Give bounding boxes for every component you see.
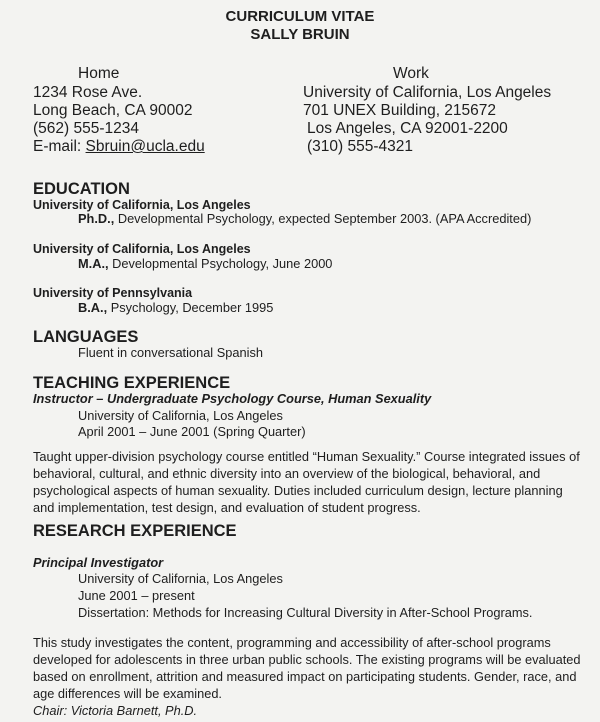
teaching-institution: University of California, Los Angeles	[78, 408, 283, 423]
email-label: E-mail:	[33, 138, 82, 155]
document-title: CURRICULUM VITAE	[225, 8, 375, 25]
research-description-line: This study investigates the content, programming and accessibility of after-school programs	[33, 635, 551, 650]
email-link[interactable]: Sbruin@ucla.edu	[85, 138, 205, 155]
research-heading: RESEARCH EXPERIENCE	[33, 522, 237, 540]
teaching-dates: April 2001 – June 2001 (Spring Quarter)	[78, 424, 306, 439]
teaching-description-line: Taught upper-division psychology course entitled “Human Sexuality.” Course integrated issues of	[33, 449, 580, 464]
research-description-line: developed for adolescents in three urban public schools. The existing programs will be evaluated	[33, 652, 581, 667]
teaching-heading: TEACHING EXPERIENCE	[33, 374, 231, 392]
work-label: Work	[393, 65, 429, 82]
research-institution: University of California, Los Angeles	[78, 571, 283, 586]
school: University of California, Los Angeles	[33, 198, 251, 212]
degree-line	[78, 258, 332, 271]
candidate-name: SALLY BRUIN	[250, 26, 350, 43]
research-description-line: age differences will be examined.	[33, 686, 222, 701]
email-line	[33, 139, 205, 155]
work-institution: University of California, Los Angeles	[303, 84, 552, 101]
degree: Ph.D.,	[78, 211, 115, 226]
school: University of Pennsylvania	[33, 286, 193, 300]
teaching-description-line: and implementation, test design, and evaluation of student progress.	[33, 500, 421, 515]
work-city: Los Angeles, CA 92001-2200	[307, 120, 508, 137]
languages-heading: LANGUAGES	[33, 328, 139, 346]
degree-line	[78, 302, 273, 315]
school: University of California, Los Angeles	[33, 242, 251, 256]
education-heading: EDUCATION	[33, 180, 130, 198]
dissertation: Dissertation: Methods for Increasing Cultural Diversity in After-School Programs.	[78, 605, 533, 620]
degree-detail: Developmental Psychology, June 2000	[108, 256, 333, 271]
research-dates: June 2001 – present	[78, 588, 195, 603]
languages-text: Fluent in conversational Spanish	[78, 345, 263, 360]
research-chair: Chair: Victoria Barnett, Ph.D.	[33, 703, 198, 718]
degree: M.A.,	[78, 256, 109, 271]
degree-detail: Developmental Psychology, expected September 2003. (APA Accredited)	[114, 211, 532, 226]
degree-detail: Psychology, December 1995	[107, 300, 274, 315]
home-phone: (562) 555-1234	[33, 120, 139, 137]
degree: B.A.,	[78, 300, 108, 315]
teaching-description-line: psychological aspects of human sexuality. Duties included curriculum design, lecture planning	[33, 483, 563, 498]
degree-line	[78, 213, 531, 226]
work-phone: (310) 555-4321	[307, 138, 413, 155]
research-role: Principal Investigator	[33, 555, 164, 570]
work-building: 701 UNEX Building, 215672	[303, 102, 497, 119]
teaching-description-line: behavioral, cultural, and ethnic diversity into an overview of the biological, behavioral, and	[33, 466, 541, 481]
home-label: Home	[78, 65, 120, 82]
teaching-role: Instructor – Undergraduate Psychology Course, Human Sexuality	[33, 391, 432, 406]
home-street: 1234 Rose Ave.	[33, 84, 143, 101]
home-city: Long Beach, CA 90002	[33, 102, 193, 119]
research-description-line: based on enrollment, attrition and measured impact on participating students. Gender, race, and	[33, 669, 577, 684]
